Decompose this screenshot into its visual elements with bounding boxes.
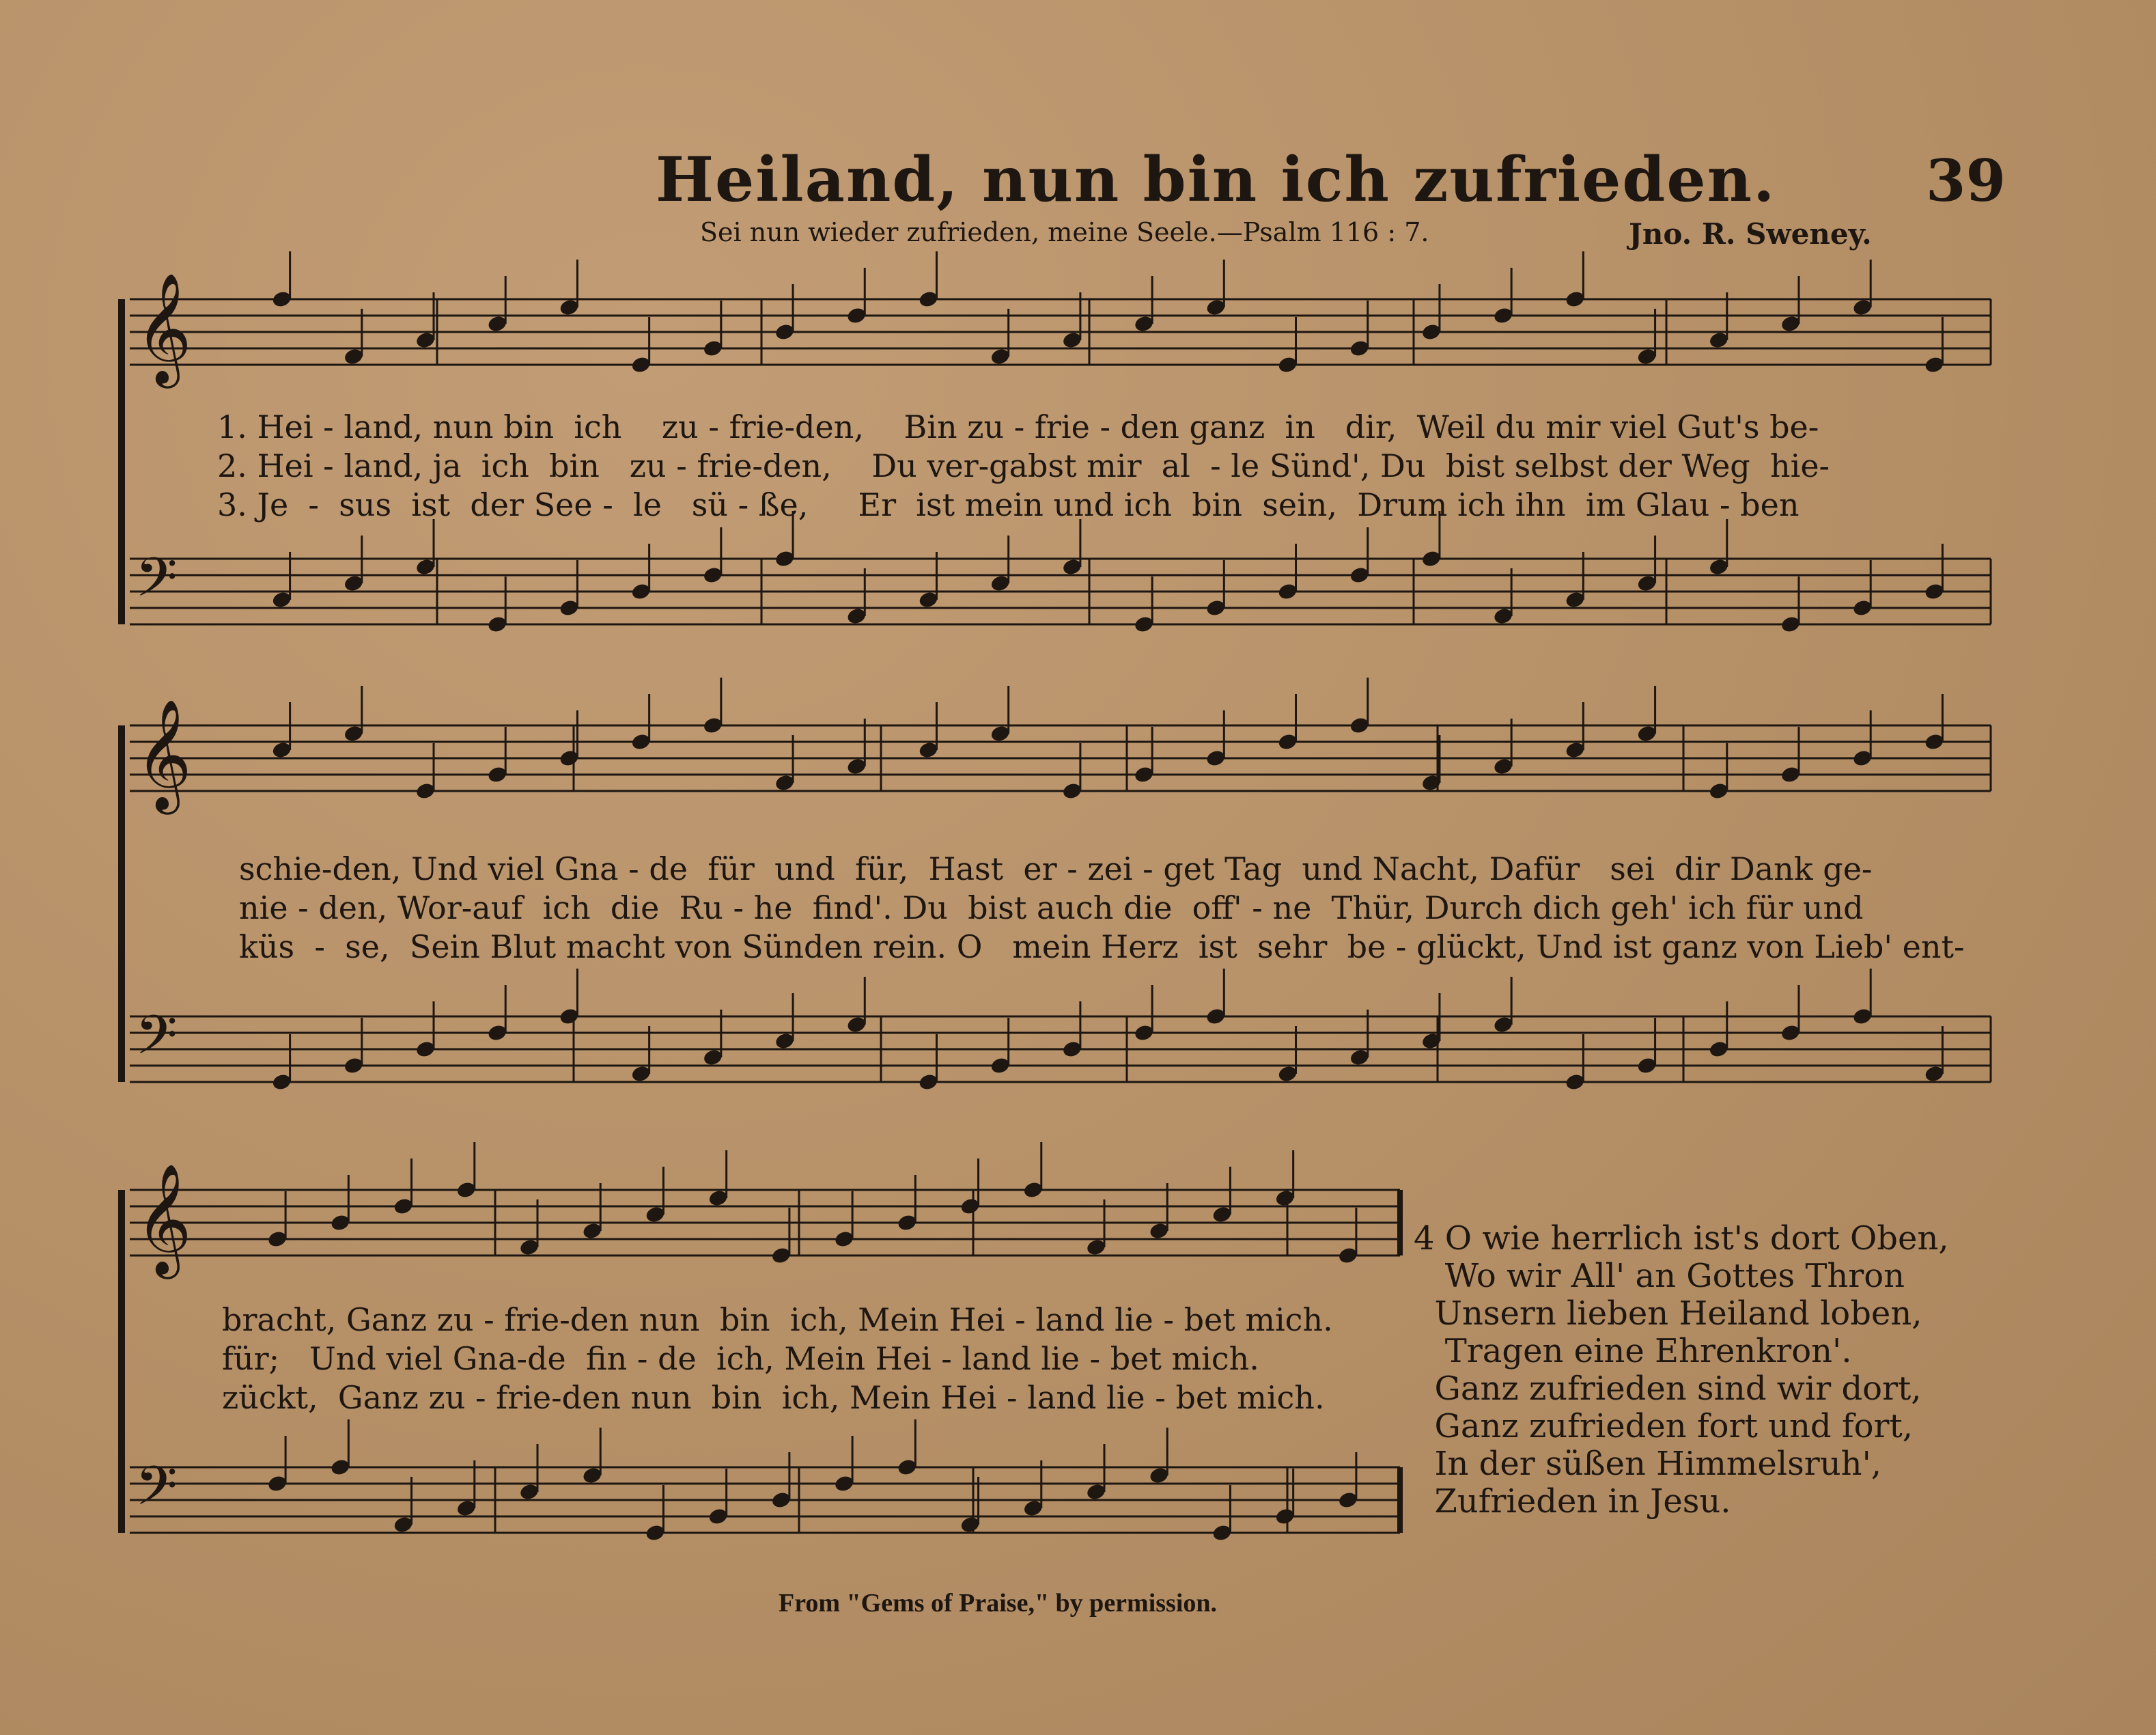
verse4-line-5: Ganz zufrieden sind wir dort, bbox=[1414, 1370, 1922, 1408]
treble-clef-icon: 𝄞 bbox=[135, 1163, 192, 1275]
composer-credit: Jno. R. Sweney. bbox=[1629, 217, 1872, 251]
lyric-s2-v3: küs - se, Sein Blut macht von Sünden rein. O mein Herz ist sehr be - glückt, Und ist ganz von Lieb' ent- bbox=[239, 928, 1965, 965]
bass-clef-icon: 𝄢 bbox=[135, 546, 178, 622]
verse4-line-8: Zufrieden in Jesu. bbox=[1414, 1482, 1731, 1521]
hymn-title: Heiland, nun bin ich zufrieden. bbox=[656, 143, 1776, 216]
scripture-subtitle: Sei nun wieder zufrieden, meine Seele.—Psalm 116 : 7. bbox=[700, 217, 1429, 247]
verse4-line-1: 4 O wie herrlich ist's dort Oben, bbox=[1414, 1219, 1949, 1258]
bass-clef-icon: 𝄢 bbox=[135, 1003, 178, 1080]
verse4-line-4: Tragen eine Ehrenkron'. bbox=[1414, 1332, 1852, 1370]
verse4-line-2: Wo wir All' an Gottes Thron bbox=[1414, 1257, 1905, 1295]
treble-clef-icon: 𝄞 bbox=[135, 699, 192, 810]
permission-credit: From "Gems of Praise," by permission. bbox=[779, 1589, 1218, 1618]
lyric-s1-v3: 3. Je - sus ist der See - le sü - ße, Er ist mein und ich bin sein, Drum ich ihn im Glau - ben bbox=[217, 486, 1800, 523]
lyric-s3-v1: bracht, Ganz zu - frie-den nun bin ich, Mein Hei - land lie - bet mich. bbox=[222, 1301, 1333, 1338]
lyric-s3-v2: für; Und viel Gna-de fin - de ich, Mein Hei - land lie - bet mich. bbox=[222, 1340, 1259, 1377]
treble-clef-icon: 𝄞 bbox=[135, 273, 192, 384]
verse4-line-6: Ganz zufrieden fort und fort, bbox=[1414, 1407, 1914, 1445]
lyric-s2-v1: schie-den, Und viel Gna - de für und für, Hast er - zei - get Tag und Nacht, Dafür sei dir Dank ge- bbox=[239, 850, 1873, 887]
lyric-s1-v1: 1. Hei - land, nun bin ich zu - frie-den, Bin zu - frie - den ganz in dir, Weil du mir viel Gut's be- bbox=[217, 408, 1819, 445]
lyric-s3-v3: zückt, Ganz zu - frie-den nun bin ich, Mein Hei - land lie - bet mich. bbox=[222, 1379, 1325, 1416]
lyric-s2-v2: nie - den, Wor-auf ich die Ru - he find'. Du bist auch die off' - ne Thür, Durch dich geh' ich für und bbox=[239, 889, 1864, 926]
verse4-line-3: Unsern lieben Heiland loben, bbox=[1414, 1294, 1922, 1333]
bass-clef-icon: 𝄢 bbox=[135, 1454, 178, 1531]
verse4-line-7: In der süßen Himmelsruh', bbox=[1414, 1445, 1882, 1483]
page-number: 39 bbox=[1926, 147, 2006, 214]
lyric-s1-v2: 2. Hei - land, ja ich bin zu - frie-den, Du ver-gabst mir al - le Sünd', Du bist selbst der Weg hie- bbox=[217, 447, 1830, 484]
